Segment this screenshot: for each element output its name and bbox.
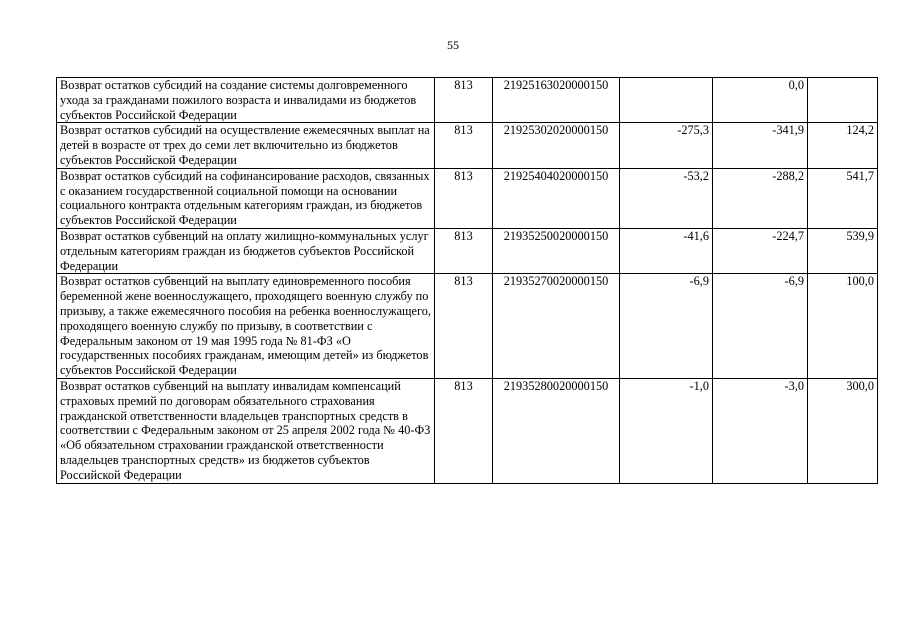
admin-code-cell: 813 — [435, 274, 493, 379]
table-row — [57, 78, 878, 123]
value-2-cell: -288,2 — [713, 168, 808, 228]
row-name-cell: Возврат остатков субвенций на выплату единовременного пособия беременной жене военнослужащего, проходящего военную службу по призыву, а также ежемесячного пособия на ребенка военнослужащего, проходящего военную службу по призыву, в соответствии с Федеральным законом от 19 мая 1995 года № 81-ФЗ «О государственных пособиях гражданам, имеющим детей» из бюджетов субъектов Российской Федерации — [57, 274, 435, 379]
value-1-cell: -41,6 — [620, 228, 713, 273]
value-1-cell: -275,3 — [620, 123, 713, 168]
table-row — [57, 378, 878, 483]
budget-code-cell: 21935270020000150 — [493, 274, 620, 379]
table-row — [57, 228, 878, 273]
value-2-cell: -3,0 — [713, 378, 808, 483]
admin-code-cell: 813 — [435, 123, 493, 168]
row-name-cell: Возврат остатков субвенций на выплату инвалидам компенсаций страховых премий по договорам обязательного страхования гражданской ответственности владельцев транспортных средств в соответствии с Федеральным законом от 25 апреля 2002 года № 40-ФЗ «Об обязательном страховании гражданской ответственности владельцев транспортных средств» из бюджетов субъектов Российской Федерации — [57, 378, 435, 483]
value-3-cell: 100,0 — [808, 274, 878, 379]
table-row — [57, 123, 878, 168]
value-3-cell: 539,9 — [808, 228, 878, 273]
table-row — [57, 168, 878, 228]
row-name-cell: Возврат остатков субсидий на осуществление ежемесячных выплат на детей в возрасте от трех до семи лет включительно из бюджетов субъектов Российской Федерации — [57, 123, 435, 168]
value-1-cell — [620, 78, 713, 123]
row-name-cell: Возврат остатков субвенций на оплату жилищно-коммунальных услуг отдельным категориям граждан из бюджетов субъектов Российской Федерации — [57, 228, 435, 273]
row-name-cell: Возврат остатков субсидий на софинансирование расходов, связанных с оказанием государственной социальной помощи на основании социального контракта отдельным категориям граждан, из бюджетов субъектов Российской Федерации — [57, 168, 435, 228]
admin-code-cell: 813 — [435, 168, 493, 228]
budget-code-cell: 21935280020000150 — [493, 378, 620, 483]
page-number: 55 — [447, 38, 459, 52]
value-2-cell: -224,7 — [713, 228, 808, 273]
value-1-cell: -1,0 — [620, 378, 713, 483]
budget-code-cell: 21935250020000150 — [493, 228, 620, 273]
value-3-cell — [808, 78, 878, 123]
value-3-cell: 541,7 — [808, 168, 878, 228]
value-2-cell: -341,9 — [713, 123, 808, 168]
admin-code-cell: 813 — [435, 378, 493, 483]
value-1-cell: -53,2 — [620, 168, 713, 228]
value-1-cell: -6,9 — [620, 274, 713, 379]
budget-code-cell: 21925163020000150 — [493, 78, 620, 123]
budget-code-cell: 21925302020000150 — [493, 123, 620, 168]
budget-table — [56, 77, 878, 484]
value-3-cell: 300,0 — [808, 378, 878, 483]
table-row — [57, 274, 878, 379]
admin-code-cell: 813 — [435, 228, 493, 273]
budget-code-cell: 21925404020000150 — [493, 168, 620, 228]
admin-code-cell: 813 — [435, 78, 493, 123]
value-2-cell: 0,0 — [713, 78, 808, 123]
value-3-cell: 124,2 — [808, 123, 878, 168]
row-name-cell: Возврат остатков субсидий на создание системы долговременного ухода за гражданами пожилого возраста и инвалидами из бюджетов субъектов Российской Федерации — [57, 78, 435, 123]
value-2-cell: -6,9 — [713, 274, 808, 379]
